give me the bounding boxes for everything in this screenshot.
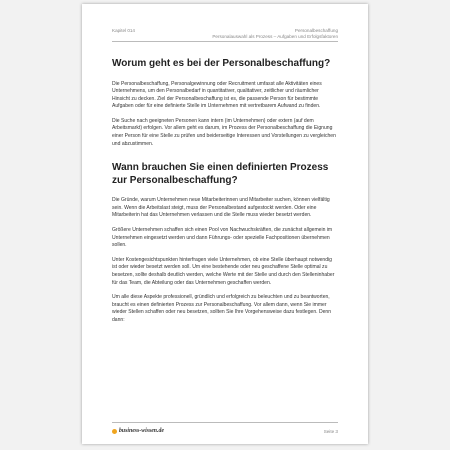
paragraph: Die Personalbeschaffung, Personalgewinnung oder Recruitment umfasst alle Aktivitäten eines Unternehmens, um den Personalbedarf in quantitativer, qualitativer, zeitlicher und räumlicher Hinsicht zu decken. Ziel der Personalbeschaffung ist es, die passende Person für bestimmte Aufgaben oder für eine definierte Stelle im Unternehmen mit vertretbarem Aufwand zu finden. [112,80,322,110]
footer-logo [112,428,164,434]
paragraph: Um alle diese Aspekte professionell, gründlich und erfolgreich zu beleuchten und zu beantworten, braucht es einen definierten Prozess zur Personalbeschaffung. Vor allem dann, wenn Sie immer wieder Stellen schaffen oder neu besetzen, sollten Sie Ihre Vorgehensweise dazu festlegen. Denn dann: [112,294,332,323]
section-heading-1: Worum geht es bei der Personalbeschaffung? [112,58,331,69]
paragraph: Unter Kostengesichtspunkten hinterfragen viele Unternehmen, ob eine Stelle überhaupt notwendig ist oder wieder besetzt werden soll. Um eine bestehende oder neu geschaffene Stelle optimal zu besetzen, sollte deshalb deutlich werden, welche Werte mit der Stelle und durch den Stelleninhaber für das Team, die Abteilung oder das Unternehmen geschaffen werden. [112,256,335,286]
paragraph: Die Gründe, warum Unternehmen neue Mitarbeiterinnen und Mitarbeiter suchen, können vielfältig sein. Wenn die Arbeitslast steigt, muss der Personalbestand aufgestockt werden. Oder eine Mitarbeiterin hat das Unternehmen verlassen und die Stelle muss wieder besetzt werden. [112,197,330,219]
header-topic: Personalbeschaffung [294,28,338,33]
page-number: Seite 3 [323,429,338,434]
header-divider [112,41,338,42]
page-content [112,58,338,332]
document-page [82,4,368,444]
header-title-block [212,28,338,40]
paragraph: Die Suche nach geeigneten Personen kann intern (im Unternehmen) oder extern (auf dem Arbeitsmarkt) erfolgen. Vor allem geht es darum, im Prozess der Personalbeschaffung die Eignung einer Person für eine Stelle zu prüfen und beiderseitige Interessen und Vorstellungen zu vergleichen und abzustimmen. [112,117,336,147]
paragraph: Größere Unternehmen schaffen sich einen Pool von Nachwuchskräften, die zunächst allgemein im Unternehmen eingesetzt werden und dann Führungs- oder spezielle Fachpositionen übernehmen sollen. [112,227,333,249]
section-heading-2: Wann brauchen Sie einen definierten Prozess zur Personalbeschaffung? [112,162,329,186]
logo-text: business-wissen.de [119,428,164,434]
header-subtopic: Personalauswahl als Prozess – Aufgaben und Erfolgsfaktoren [212,34,338,39]
footer-divider [112,422,338,423]
logo-dot-icon [112,429,117,434]
header-chapter: Kapitel 014 [112,28,135,33]
